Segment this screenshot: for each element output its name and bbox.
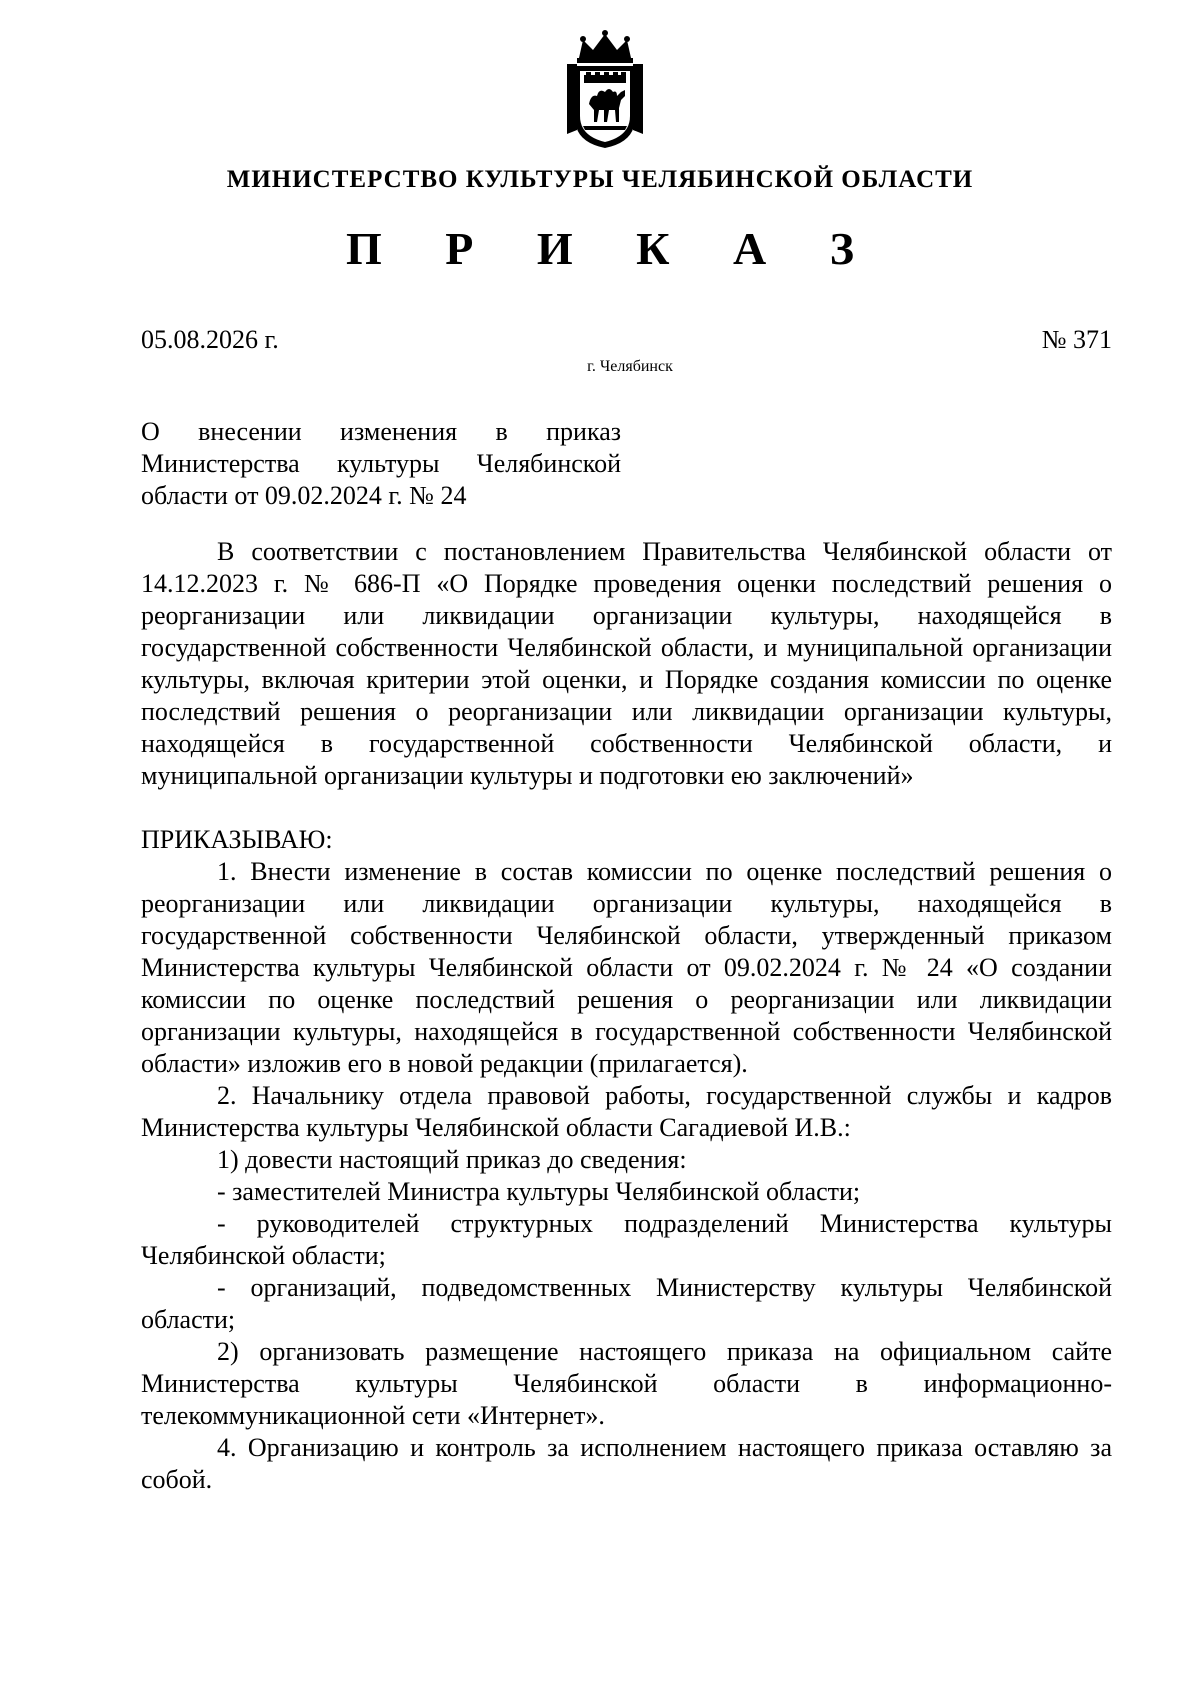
item-1: 1. Внести изменение в состав комиссии по оценке последствий решения о реорганизации или ликвидации организации культуры, находящейся в государственной собственности Челябинской области, утвержденный приказом Министерства культуры Челябинской области от 09.02.2024 г. № 24 «О создании комиссии по оценке последствий решения о реорганизации или ликвидации организации культуры, находящейся в государственной собственности Челябинской области» изложив его в новой редакции (прилагается). bbox=[141, 857, 1112, 1078]
item-2-1-b: - руководителей структурных подразделений Министерства культуры Челябинской области; bbox=[141, 1209, 1112, 1270]
order-title: П Р И К А З bbox=[345, 223, 880, 274]
item-2: 2. Начальнику отдела правовой работы, государственной службы и кадров Министерства культуры Челябинской области Сагадиевой И.В.: bbox=[141, 1081, 1112, 1142]
subject-line-1: О внесении изменения в приказ bbox=[141, 417, 621, 446]
item-4: 4. Организацию и контроль за исполнением настоящего приказа оставляю за собой. bbox=[141, 1433, 1112, 1494]
ministry-name: МИНИСТЕРСТВО КУЛЬТУРЫ ЧЕЛЯБИНСКОЙ ОБЛАСТИ bbox=[226, 166, 974, 193]
chelyabinsk-coat-of-arms-icon bbox=[559, 30, 651, 150]
order-city: г. Челябинск bbox=[587, 358, 673, 375]
preamble-paragraph: В соответствии с постановлением Правительства Челябинской области от 14.12.2023 г. № 686-П «О Порядке проведения оценки последствий решения о реорганизации или ликвидации организации культуры, находящейся в государственной собственности Челябинской области, и муниципальной организации культуры, включая критерии этой оценки, и Порядке создания комиссии по оценке последствий решения о реорганизации или ликвидации организации культуры, находящейся в государственной собственности Челябинской области, и муниципальной организации культуры и подготовки ею заключений» bbox=[141, 537, 1112, 790]
order-number: № 371 bbox=[1041, 325, 1112, 354]
item-2-1-a: - заместителей Министра культуры Челябинской области; bbox=[217, 1177, 861, 1206]
order-body bbox=[141, 536, 1112, 1496]
subject-line-3: области от 09.02.2024 г. № 24 bbox=[141, 481, 467, 510]
order-date: 05.08.2026 г. bbox=[141, 325, 279, 354]
subject-line-2: Министерства культуры Челябинской bbox=[141, 449, 621, 478]
item-2-2: 2) организовать размещение настоящего приказа на официальном сайте Министерства культуры Челябинской области в информационно-телекоммуникационной сети «Интернет». bbox=[141, 1337, 1112, 1430]
item-2-1-c: - организаций, подведомственных Министерству культуры Челябинской области; bbox=[141, 1273, 1112, 1334]
order-subject bbox=[141, 416, 621, 512]
item-2-1: 1) довести настоящий приказ до сведения: bbox=[217, 1145, 687, 1174]
order-word: ПРИКАЗЫВАЮ: bbox=[141, 825, 333, 854]
